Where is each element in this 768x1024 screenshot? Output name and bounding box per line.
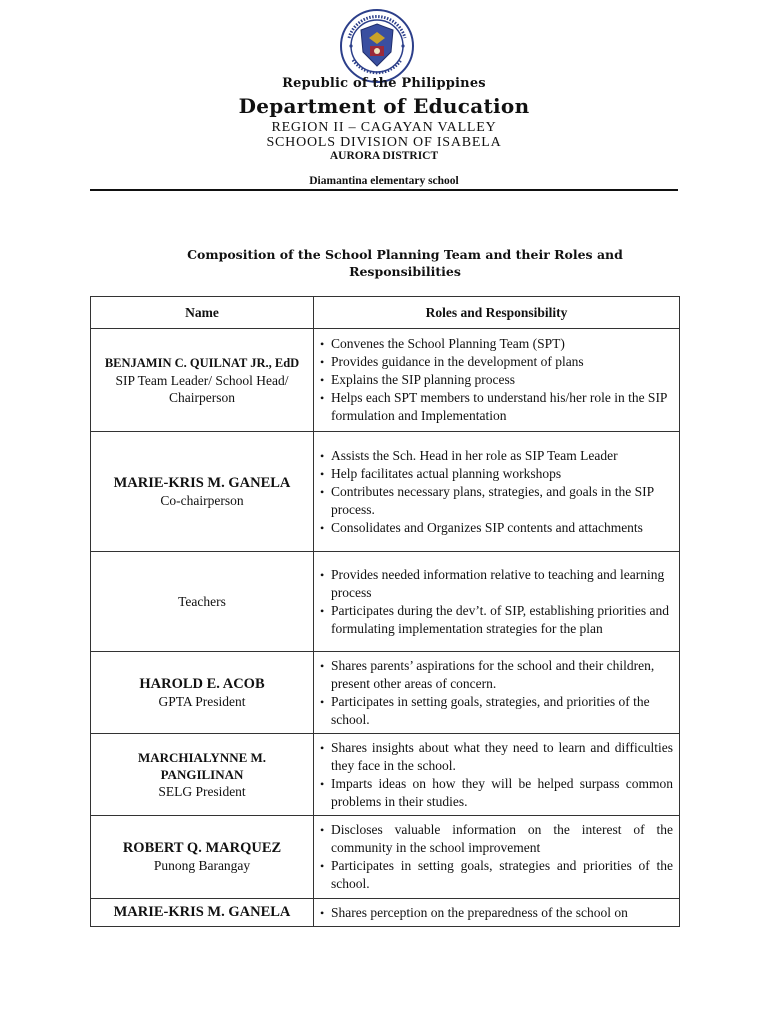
- role-item: • Participates in setting goals, strategies and priorities of the school.: [318, 857, 673, 893]
- roles-cell: [314, 899, 680, 927]
- member-position: Co-chairperson: [160, 492, 244, 508]
- table-row: [91, 432, 680, 552]
- member-position: Teachers: [178, 594, 226, 609]
- roles-cell: [314, 816, 680, 899]
- table-row: [91, 552, 680, 652]
- table-row: [91, 734, 680, 816]
- roles-cell: [314, 432, 680, 552]
- roles-cell: [314, 652, 680, 734]
- republic-heading: Republic of the Philippines: [282, 76, 486, 91]
- member-name: ROBERT Q. MARQUEZ: [122, 840, 282, 856]
- column-header-roles: Roles and Responsibility: [314, 297, 680, 329]
- member-name: MARIE-KRIS M. GANELA: [113, 474, 291, 491]
- role-item: • Shares insights about what they need to learn and difficulties they face in the school.: [318, 739, 673, 775]
- table-row: [91, 899, 680, 927]
- member-name: MARIE-KRIS M. GANELA: [113, 904, 291, 920]
- member-cell: [91, 652, 314, 734]
- member-cell: [91, 552, 314, 652]
- deped-seal-icon: [339, 8, 415, 84]
- member-cell: [91, 329, 314, 432]
- role-item: • Helps each SPT members to understand his/her role in the SIP formulation and Implementation: [318, 389, 673, 425]
- table-header-row: [91, 297, 680, 329]
- member-position: SIP Team Leader/ School Head/: [115, 372, 289, 388]
- role-item: • Convenes the School Planning Team (SPT): [318, 335, 673, 353]
- division-heading: SCHOOLS DIVISION OF ISABELA: [266, 135, 502, 150]
- member-cell: [91, 816, 314, 899]
- roles-list: [318, 821, 673, 893]
- role-item: • Participates during the dev’t. of SIP, establishing priorities and formulating implementation strategies for the plan: [318, 602, 673, 638]
- roles-cell: [314, 734, 680, 816]
- member-position: GPTA President: [158, 693, 246, 709]
- role-item: • Discloses valuable information on the interest of the community in the school improvement: [318, 821, 673, 857]
- role-item: • Help facilitates actual planning workshops: [318, 465, 673, 483]
- roles-list: [318, 657, 673, 729]
- district-heading: AURORA DISTRICT: [329, 150, 439, 162]
- member-position: Chairperson: [169, 389, 235, 405]
- role-item: • Participates in setting goals, strategies, and priorities of the school.: [318, 693, 673, 729]
- member-position: SELG President: [158, 784, 246, 799]
- member-name: PANGILINAN: [160, 767, 244, 782]
- member-position: Punong Barangay: [153, 858, 251, 873]
- role-item: • Shares perception on the preparedness of the school on: [318, 904, 673, 922]
- roles-cell: [314, 329, 680, 432]
- document-title: [160, 246, 650, 280]
- roles-list: [318, 447, 673, 537]
- table-row: [91, 816, 680, 899]
- role-item: • Contributes necessary plans, strategies, and goals in the SIP process.: [318, 483, 673, 519]
- member-cell: [91, 734, 314, 816]
- role-item: • Consolidates and Organizes SIP contents and attachments: [318, 519, 673, 537]
- role-item: • Explains the SIP planning process: [318, 371, 673, 389]
- member-name: MARCHIALYNNE M.: [137, 750, 267, 765]
- table-row: [91, 329, 680, 432]
- department-heading: Department of Education: [238, 94, 530, 118]
- role-item: • Imparts ideas on how they will be helped surpass common problems in their studies.: [318, 775, 673, 811]
- document-title-line: Composition of the School Planning Team and their Roles and: [187, 247, 623, 262]
- column-header-name: Name: [91, 297, 314, 329]
- role-item: • Provides guidance in the development of plans: [318, 353, 673, 371]
- roles-list: [318, 335, 673, 425]
- role-item: • Assists the Sch. Head in her role as SIP Team Leader: [318, 447, 673, 465]
- roles-list: [318, 904, 673, 922]
- planning-team-table: [90, 296, 680, 927]
- role-item: • Provides needed information relative to teaching and learning process: [318, 566, 673, 602]
- member-cell: [91, 899, 314, 927]
- school-name: Diamantina elementary school: [309, 175, 459, 187]
- member-name: HAROLD E. ACOB: [139, 675, 265, 692]
- roles-list: [318, 566, 673, 638]
- member-name: BENJAMIN C. QUILNAT JR., EdD: [104, 355, 300, 370]
- header-divider: [90, 189, 678, 191]
- table-row: [91, 652, 680, 734]
- member-cell: [91, 432, 314, 552]
- region-heading: REGION II – CAGAYAN VALLEY: [271, 120, 497, 135]
- roles-cell: [314, 552, 680, 652]
- role-item: • Shares parents’ aspirations for the school and their children, present other areas of concern.: [318, 657, 673, 693]
- roles-list: [318, 739, 673, 811]
- document-title-line: Responsibilities: [349, 264, 461, 279]
